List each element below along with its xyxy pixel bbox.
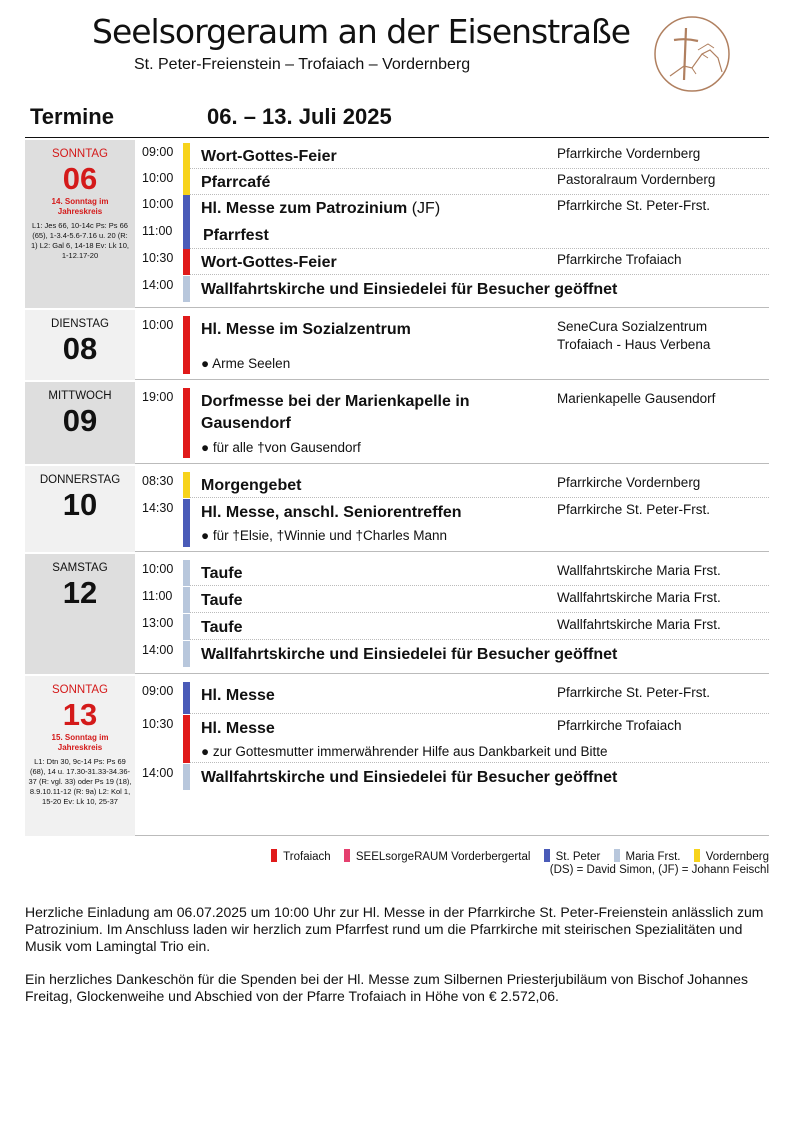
- day-divider: [135, 551, 769, 552]
- day-divider: [135, 463, 769, 464]
- divider: [190, 713, 769, 714]
- day-label-box: [25, 466, 135, 552]
- event-location: Pfarrkirche Vordernberg: [557, 146, 701, 161]
- event-time: 14:00: [142, 278, 174, 292]
- day-number: 08: [62, 331, 98, 366]
- day-block-08: [25, 310, 769, 380]
- day-block-09: [25, 382, 769, 464]
- parish-color-bar: [183, 641, 190, 667]
- event-time: 10:00: [142, 562, 174, 576]
- day-block-06: [25, 140, 769, 308]
- list-item: [135, 715, 769, 763]
- day-number: 12: [62, 575, 98, 610]
- day-divider: [135, 307, 769, 308]
- parish-color-bar: [183, 316, 190, 374]
- event-title-text: Hl. Messe zum Patrozinium: [201, 200, 408, 217]
- event-location: Wallfahrtskirche Maria Frst.: [557, 563, 721, 578]
- day-label-box: [25, 554, 135, 674]
- day-name: SAMSTAG: [52, 562, 108, 574]
- day-divider: [135, 835, 769, 836]
- parish-color-bar: [183, 764, 190, 790]
- event-title: Hl. Messe, anschl. Seniorentreffen: [201, 504, 462, 521]
- event-title: Taufe: [201, 565, 243, 582]
- event-title: Hl. Messe im Sozialzentrum: [201, 321, 411, 338]
- list-item: [135, 472, 769, 498]
- parish-color-bar: [183, 169, 190, 195]
- parish-color-bar: [183, 560, 190, 586]
- day-name: SONNTAG: [51, 148, 108, 160]
- list-item: [135, 614, 769, 640]
- day-name: DIENSTAG: [51, 318, 109, 330]
- day-name: SONNTAG: [51, 684, 108, 696]
- list-item: [135, 499, 769, 547]
- event-time: 10:30: [142, 717, 174, 731]
- abbreviation-note: (DS) = David Simon, (JF) = Johann Feischl: [549, 864, 769, 876]
- event-location: Pfarrkirche St. Peter-Frst.: [557, 198, 711, 213]
- event-time: 14:00: [142, 766, 174, 780]
- event-location: [557, 318, 710, 354]
- event-title: Pfarrcafé: [201, 174, 271, 191]
- list-item: [135, 388, 769, 458]
- event-title: Taufe: [201, 592, 243, 609]
- invitation-paragraph: Herzliche Einladung am 06.07.2025 um 10:00 Uhr zur Hl. Messe in der Pfarrkirche St. Peter-Freienstein anlässlich zum Patrozinium. Im Anschluss laden wir herzlich zum Pfarrfest rund um die Pfarrkirche mit steirischen Spezialitäten und Musik vom Lamingtal Trio ein.: [25, 904, 764, 954]
- event-time: 14:00: [142, 643, 174, 657]
- cross-mountain-logo-icon: [652, 14, 732, 94]
- divider: [190, 585, 769, 586]
- page-subtitle: St. Peter-Freienstein – Trofaiach – Vordernberg: [134, 56, 471, 73]
- event-title: Dorfmesse bei der Marienkapelle in Gausendorf: [201, 393, 470, 432]
- event-location: Pastoralraum Vordernberg: [557, 172, 716, 187]
- parish-color-bar: [183, 715, 190, 763]
- event-time: 11:00: [142, 589, 173, 603]
- list-item: [135, 143, 769, 169]
- day-number: 06: [62, 161, 98, 196]
- event-title: Hl. Messe: [201, 720, 275, 737]
- legend-swatch-stpeter: [544, 849, 550, 862]
- day-divider: [135, 673, 769, 674]
- list-item: [135, 195, 769, 249]
- page-title: Seelsorgeraum an der Eisenstraße: [92, 12, 631, 51]
- list-item: [135, 316, 769, 374]
- parish-color-bar: [183, 682, 190, 714]
- event-location: Pfarrkirche St. Peter-Frst.: [557, 685, 711, 700]
- liturgical-day: 14. Sonntag im Jahreskreis: [51, 197, 109, 216]
- day-block-10: [25, 466, 769, 552]
- event-title: Wort-Gottes-Feier: [201, 254, 337, 271]
- intention-note: ● Arme Seelen: [201, 356, 291, 371]
- day-block-12: [25, 554, 769, 674]
- readings: L1: Dtn 30, 9c-14 Ps: Ps 69 (68), 14 u. 17.30-31.33-34.36-37 (R: vgl. 33) oder Ps 19 (18), 8.9.10.11-12 (R: 9a) L2: Kol 1, 15-20 Ev: Lk 10, 25-37: [28, 757, 132, 806]
- event-location: Wallfahrtskirche Maria Frst.: [557, 590, 721, 605]
- parish-color-bar: [183, 587, 190, 613]
- parish-color-bar: [183, 195, 190, 249]
- event-time: 10:00: [142, 318, 174, 332]
- parish-color-bar: [183, 472, 190, 498]
- legend-label: Trofaiach: [283, 851, 331, 863]
- event-location-line2: Trofaiach - Haus Verbena: [557, 337, 711, 352]
- day-name: DONNERSTAG: [39, 474, 121, 486]
- divider: [190, 639, 769, 640]
- list-item: [135, 682, 769, 714]
- legend-swatch-seelsorgeraum: [344, 849, 350, 862]
- list-item: [135, 560, 769, 586]
- day-number: 13: [62, 697, 98, 732]
- event-time: 19:00: [142, 390, 174, 404]
- event-time: 10:00: [142, 197, 174, 211]
- day-divider: [135, 379, 769, 380]
- parish-color-bar: [183, 143, 190, 169]
- intention-note: ● für alle †von Gausendorf: [201, 440, 361, 455]
- event-location: Pfarrkirche St. Peter-Frst.: [557, 502, 711, 517]
- list-item: [135, 276, 769, 302]
- parish-color-bar: [183, 499, 190, 547]
- event-title: Wallfahrtskirche und Einsiedelei für Besucher geöffnet: [201, 646, 618, 663]
- event-time: 10:00: [142, 171, 174, 185]
- event-title: Hl. Messe: [201, 687, 275, 704]
- event-location: Wallfahrtskirche Maria Frst.: [557, 617, 721, 632]
- day-number: 09: [62, 403, 98, 438]
- event-title: Morgengebet: [201, 477, 302, 494]
- legend-label: SEELsorgeRAUM Vorderbergertal: [355, 851, 531, 863]
- liturgical-day: 15. Sonntag im Jahreskreis: [51, 733, 109, 752]
- parish-color-bar: [183, 276, 190, 302]
- event-time: 09:00: [142, 145, 174, 159]
- event-location: Pfarrkirche Trofaiach: [557, 252, 682, 267]
- intention-note: ● für †Elsie, †Winnie und †Charles Mann: [201, 528, 448, 543]
- list-item: [135, 641, 769, 667]
- event-title: Taufe: [201, 619, 243, 636]
- list-item: [135, 249, 769, 275]
- event-location: Pfarrkirche Vordernberg: [557, 475, 701, 490]
- termine-label: Termine: [30, 104, 114, 129]
- event-time: 11:00: [142, 224, 173, 238]
- event-location: Pfarrkirche Trofaiach: [557, 718, 682, 733]
- list-item: [135, 764, 769, 790]
- day-label-box: [25, 140, 135, 308]
- event-location: Marienkapelle Gausendorf: [557, 391, 716, 406]
- legend-label: Maria Frst.: [625, 851, 681, 863]
- header-divider: [25, 137, 769, 138]
- day-label-box: [25, 310, 135, 380]
- event-time: 13:00: [142, 616, 174, 630]
- legend-swatch-vordernberg: [694, 849, 700, 862]
- divider: [190, 612, 769, 613]
- intention-note: ● zur Gottesmutter immerwährender Hilfe aus Dankbarkeit und Bitte: [201, 744, 608, 759]
- event-title: Wort-Gottes-Feier: [201, 148, 337, 165]
- parish-color-bar: [183, 249, 190, 275]
- parish-color-bar: [183, 614, 190, 640]
- event-time: 08:30: [142, 474, 174, 488]
- event-location-line1: SeneCura Sozialzentrum: [557, 319, 708, 334]
- legend-label: Vordernberg: [705, 851, 769, 863]
- day-block-13: [25, 676, 769, 836]
- divider: [190, 274, 769, 275]
- legend-swatch-maria: [614, 849, 620, 862]
- termine-date-range: 06. – 13. Juli 2025: [207, 104, 392, 129]
- divider: [190, 497, 769, 498]
- celebrant-abbr: (JF): [411, 200, 441, 217]
- event-title: Wallfahrtskirche und Einsiedelei für Besucher geöffnet: [201, 281, 618, 298]
- day-label-box: [25, 382, 135, 464]
- day-name: MITTWOCH: [48, 390, 112, 402]
- day-label-box: [25, 676, 135, 836]
- legend-swatch-trofaiach: [271, 849, 277, 862]
- event-time: 10:30: [142, 251, 174, 265]
- divider: [190, 762, 769, 763]
- event-time: 09:00: [142, 684, 174, 698]
- day-number: 10: [62, 487, 98, 522]
- thanks-paragraph: Ein herzliches Dankeschön für die Spenden bei der Hl. Messe zum Silbernen Priesterjubiläum von Bischof Johannes Freitag, Glockenweihe und Abschied von der Pfarre Trofaiach in Höhe von € 2.572,06.: [25, 971, 748, 1004]
- parish-color-bar: [183, 388, 190, 458]
- event-time: 14:30: [142, 501, 174, 515]
- event-title: Pfarrfest: [203, 227, 269, 244]
- list-item: [135, 169, 769, 195]
- list-item: [135, 587, 769, 613]
- parish-legend: [261, 849, 769, 863]
- event-title: Wallfahrtskirche und Einsiedelei für Besucher geöffnet: [201, 769, 618, 786]
- readings: L1: Jes 66, 10-14c Ps: Ps 66 (65), 1-3.4-5.6-7.16 u. 20 (R: 1) L2: Gal 6, 14-18 Ev: Lk 10, 1-12.17-20: [31, 221, 129, 260]
- event-title: [201, 198, 440, 220]
- legend-label: St. Peter: [555, 851, 601, 863]
